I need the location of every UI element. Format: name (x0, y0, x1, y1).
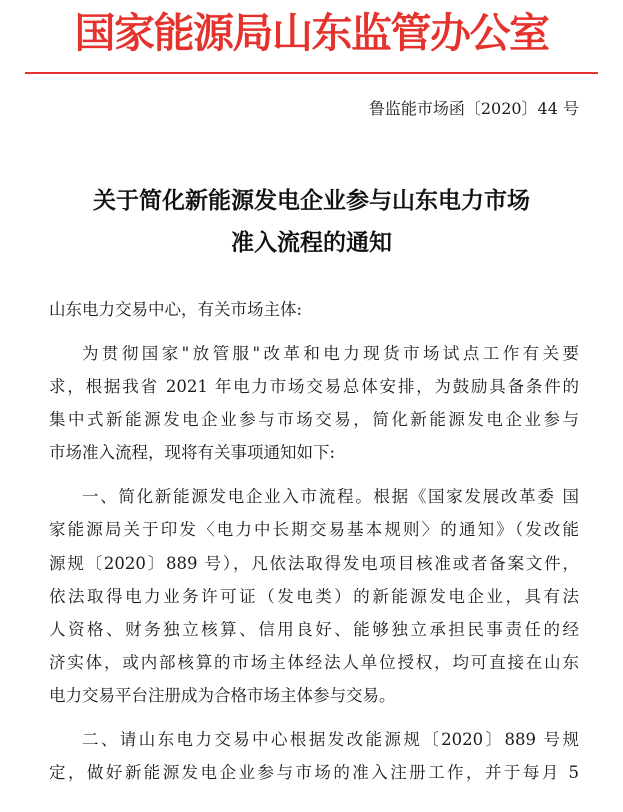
document-number: 鲁监能市场函〔2020〕44 号 (368, 99, 579, 118)
body-line-8: 依法取得电力业务许可证（发电类）的新能源发电企业，具有法 (49, 587, 579, 606)
body-line-5: 一、简化新能源发电企业入市流程。根据《国家发展改革委 国 (82, 487, 579, 506)
salutation: 山东电力交易中心，有关市场主体: (49, 300, 303, 319)
body-line-2: 求，根据我省 2021 年电力市场交易总体安排，为鼓励具备条件的 (49, 377, 579, 396)
body-line-4: 市场准入流程，现将有关事项通知如下: (49, 443, 336, 462)
body-line-12: 二、请山东电力交易中心根据发改能源规〔2020〕889 号规 (82, 730, 579, 749)
body-line-9: 人资格、财务独立核算、信用良好、能够独立承担民事责任的经 (49, 620, 579, 639)
document-title-line-1: 关于简化新能源发电企业参与山东电力市场 (93, 187, 530, 214)
document-title-line-2: 准入流程的通知 (231, 229, 392, 256)
body-line-10: 济实体，或内部核算的市场主体经法人单位授权，均可直接在山东 (49, 653, 579, 672)
body-line-11: 电力交易平台注册成为合格市场主体参与交易。 (49, 686, 396, 705)
body-line-3: 集中式新能源发电企业参与市场交易，简化新能源发电企业参与 (49, 410, 579, 429)
body-line-7: 源规〔2020〕889 号），凡依法取得发电项目核准或者备案文件， (49, 554, 579, 573)
body-line-1: 为贯彻国家"放管服"改革和电力现货市场试点工作有关要 (82, 344, 579, 363)
body-line-13: 定，做好新能源发电企业参与市场的准入注册工作，并于每月 5 (49, 763, 579, 782)
letterhead-title: 国家能源局山东监管办公室 (74, 9, 549, 57)
letterhead-red-rule (25, 72, 598, 74)
body-line-6: 家能源局关于印发〈电力中长期交易基本规则〉的通知》（发改能 (49, 520, 579, 539)
